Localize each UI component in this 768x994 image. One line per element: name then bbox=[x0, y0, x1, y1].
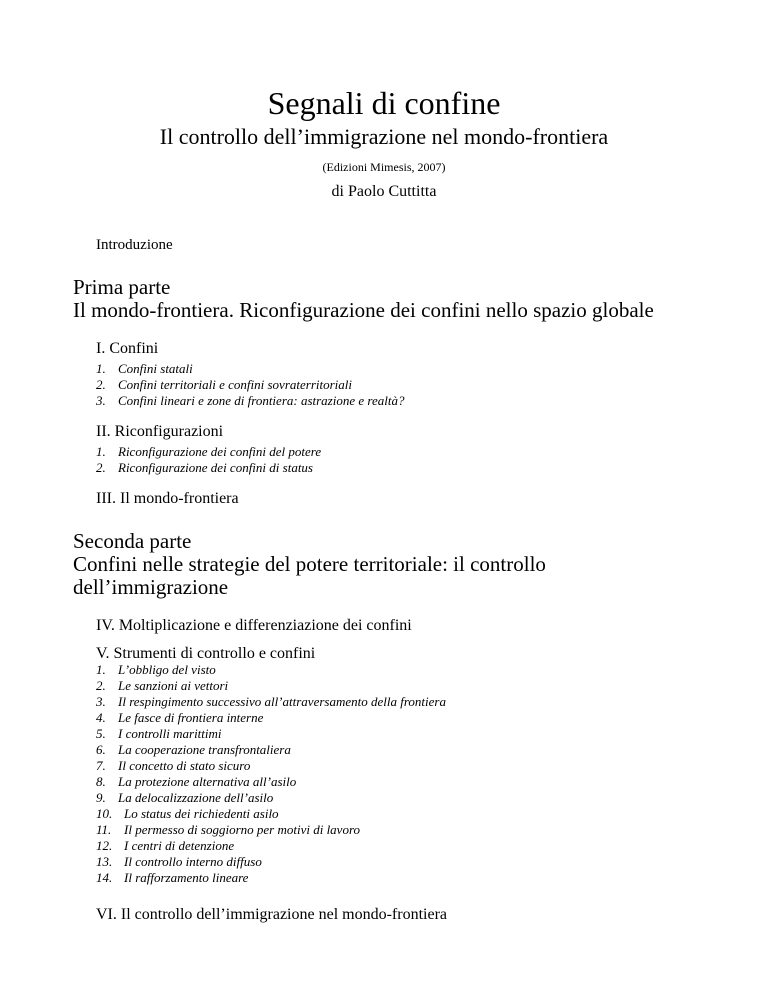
chapter-6-title: VI. Il controllo dell’immigrazione nel mondo-frontiera bbox=[96, 906, 447, 923]
part-1-label: Prima parte bbox=[73, 275, 171, 299]
list-item bbox=[96, 444, 321, 460]
section-title: La delocalizzazione dell’asilo bbox=[118, 790, 274, 805]
chapter-5-sections bbox=[96, 662, 446, 886]
list-item bbox=[96, 870, 446, 886]
section-number: 1. bbox=[96, 444, 106, 459]
part-2-title-line-1: Confini nelle strategie del potere territoriale: il controllo bbox=[73, 552, 546, 576]
list-item bbox=[96, 854, 446, 870]
section-number: 12. bbox=[96, 838, 113, 853]
chapter-2-sections bbox=[96, 444, 321, 476]
section-title: Il rafforzamento lineare bbox=[124, 870, 249, 885]
list-item bbox=[96, 790, 446, 806]
chapter-5-title: V. Strumenti di controllo e confini bbox=[96, 645, 316, 662]
section-number: 2. bbox=[96, 678, 106, 693]
part-2-label: Seconda parte bbox=[73, 529, 192, 553]
list-item bbox=[96, 361, 404, 377]
section-number: 1. bbox=[96, 662, 106, 677]
chapter-3-title: III. Il mondo-frontiera bbox=[96, 490, 239, 507]
section-number: 7. bbox=[96, 758, 106, 773]
section-title: Il permesso di soggiorno per motivi di lavoro bbox=[124, 822, 361, 837]
section-title: Riconfigurazione dei confini del potere bbox=[118, 444, 322, 459]
section-number: 5. bbox=[96, 726, 106, 741]
section-number: 1. bbox=[96, 361, 106, 376]
list-item bbox=[96, 742, 446, 758]
section-title: I centri di detenzione bbox=[124, 838, 235, 853]
part-2-title-line-2: dell’immigrazione bbox=[73, 575, 229, 599]
section-title: Il concetto di stato sicuro bbox=[118, 758, 251, 773]
section-title: L’obbligo del visto bbox=[118, 662, 216, 677]
section-title: Confini statali bbox=[118, 361, 193, 376]
section-title: Il respingimento successivo all’attraversamento della frontiera bbox=[118, 694, 446, 709]
section-number: 8. bbox=[96, 774, 106, 789]
section-number: 14. bbox=[96, 870, 113, 885]
section-number: 13. bbox=[96, 854, 113, 869]
list-item bbox=[96, 774, 446, 790]
document-subtitle: Il controllo dell’immigrazione nel mondo-frontiera bbox=[159, 124, 609, 149]
list-item bbox=[96, 758, 446, 774]
section-title: Il controllo interno diffuso bbox=[124, 854, 262, 869]
part-1-title: Il mondo-frontiera. Riconfigurazione dei confini nello spazio globale bbox=[73, 298, 654, 322]
list-item bbox=[96, 377, 404, 393]
section-title: Le sanzioni ai vettori bbox=[118, 678, 229, 693]
list-item bbox=[96, 822, 446, 838]
list-item bbox=[96, 710, 446, 726]
section-title: Lo status dei richiedenti asilo bbox=[124, 806, 279, 821]
section-number: 3. bbox=[96, 694, 106, 709]
author-line: di Paolo Cuttitta bbox=[331, 183, 437, 200]
list-item bbox=[96, 662, 446, 678]
chapter-1-sections bbox=[96, 361, 404, 409]
list-item bbox=[96, 726, 446, 742]
list-item bbox=[96, 694, 446, 710]
section-title: Le fasce di frontiera interne bbox=[118, 710, 264, 725]
section-title: Riconfigurazione dei confini di status bbox=[118, 460, 313, 475]
section-number: 2. bbox=[96, 460, 106, 475]
list-item bbox=[96, 460, 321, 476]
section-number: 3. bbox=[96, 393, 106, 408]
list-item bbox=[96, 678, 446, 694]
publisher-note: (Edizioni Mimesis, 2007) bbox=[322, 160, 446, 174]
section-number: 9. bbox=[96, 790, 106, 805]
section-number: 4. bbox=[96, 710, 106, 725]
list-item bbox=[96, 806, 446, 822]
section-title: La cooperazione transfrontaliera bbox=[118, 742, 291, 757]
toc-introduction: Introduzione bbox=[96, 237, 173, 253]
section-number: 10. bbox=[96, 806, 113, 821]
section-title: Confini lineari e zone di frontiera: astrazione e realtà? bbox=[118, 393, 405, 408]
document-title: Segnali di confine bbox=[267, 85, 501, 121]
chapter-2-title: II. Riconfigurazioni bbox=[96, 423, 224, 440]
section-title: I controlli marittimi bbox=[118, 726, 222, 741]
section-number: 6. bbox=[96, 742, 106, 757]
section-number: 11. bbox=[96, 822, 112, 837]
section-number: 2. bbox=[96, 377, 106, 392]
section-title: Confini territoriali e confini sovraterritoriali bbox=[118, 377, 353, 392]
chapter-1-title: I. Confini bbox=[96, 340, 159, 357]
section-title: La protezione alternativa all’asilo bbox=[118, 774, 297, 789]
list-item bbox=[96, 393, 404, 409]
chapter-4-title: IV. Moltiplicazione e differenziazione dei confini bbox=[96, 617, 412, 634]
list-item bbox=[96, 838, 446, 854]
